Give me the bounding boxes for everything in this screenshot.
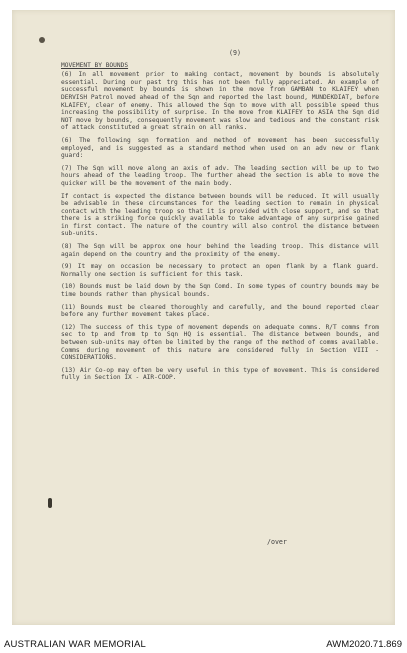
paragraph-10: (13) Air Co-op may often be very useful in this type of movement. This is considered fully in Section IX - AIR-COOP. (61, 366, 379, 382)
paragraph-1: (6) In all movement prior to making contact, movement by bounds is absolutely essential. During our past trg this has not been fully appreciated. An example of successful movement by bounds is shown in the move from GAMBAN to KLAIFEY when DERVISH Patrol moved ahead of the Sqn and reported the last bound, MUNDEKDIAT, before KLAIFEY, clear of enemy. This allowed the Sqn to move with all possible speed thus increasing the possibility of surprise. In the move from KLAIFEY to ASIA the Sqn did NOT move by bounds, consequently movement was slow and tedious and the constant risk of attack constituted a great strain on all ranks. (61, 71, 379, 132)
institution-name: AUSTRALIAN WAR MEMORIAL (4, 639, 147, 650)
accession-number: AWM2020.71.869 (326, 639, 402, 650)
paragraph-2: (6) The following sqn formation and method of movement has been successfully employed, and is suggested as a standard method when used on an adv new or flank guard: (61, 136, 379, 160)
page-number: (9) (229, 49, 241, 57)
paragraph-8: (11) Bounds must be cleared thoroughly and carefully, and the bound reported clear before any further movement takes place. (61, 303, 379, 319)
continuation-note: /over (267, 538, 287, 546)
paragraph-4: If contact is expected the distance between bounds will be reduced. It will usually be advisable in these circumstances for the leading section to remain in physical contact with the leading troop so that it is provided with close support, and so that there is a striking force quickly available to take advantage of any surprise gained in first contact. The nature of the country will also control the distance between sub-units. (61, 192, 379, 238)
document-page (12, 10, 395, 625)
document-text (61, 50, 379, 387)
paragraph-6: (9) It may on occasion be necessary to protect an open flank by a flank guard. Normally one section is sufficient for this task. (61, 263, 379, 278)
punch-hole-bottom (48, 498, 52, 508)
archive-footer (0, 637, 407, 653)
paragraph-3: (7) The Sqn will move along an axis of adv. The leading section will be up to two hours ahead of the leading troop. The further ahead the section is able to move the quicker will be the movement of the main body. (61, 164, 379, 187)
punch-hole-top (39, 37, 45, 43)
paragraph-9: (12) The success of this type of movement depends on adequate comms. R/T comms from sec to tp and from tp to Sqn HQ is essential. The distance between bounds, and between sub-units may often be limited by the range of the method of comms available. Comms during movement of this nature are considered fully in Section VIII - CONSIDERATIONS. (61, 323, 379, 362)
paragraph-7: (10) Bounds must be laid down by the Sqn Comd. In some types of country bounds may be time bounds rather than physical bounds. (61, 283, 379, 299)
section-heading: MOVEMENT BY BOUNDS (61, 61, 129, 69)
paragraph-5: (8) The Sqn will be approx one hour behind the leading troop. This distance will again depend on the country and the proximity of the enemy. (61, 243, 379, 258)
